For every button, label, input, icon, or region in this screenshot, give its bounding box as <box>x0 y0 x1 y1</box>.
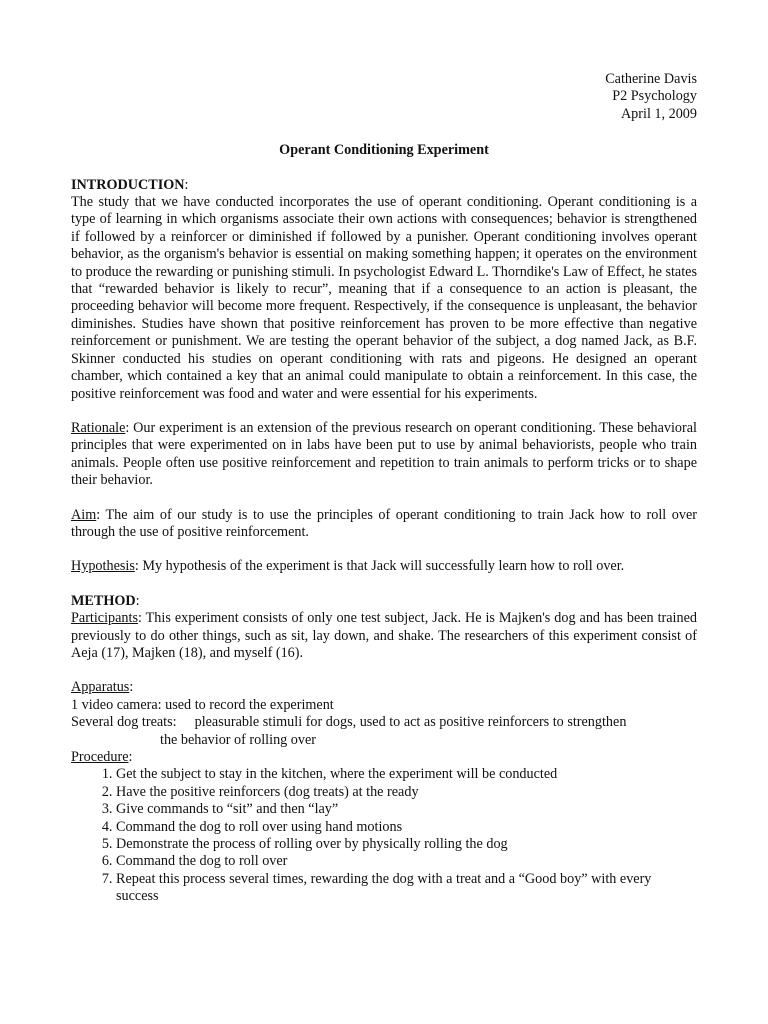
introduction-section: INTRODUCTION: The study that we have conducted incorporates the use of operant conditioning. Operant conditioning is a type of learning in which organisms associate their own actions with consequences; behavior is strengthened if followed by a reinforcer or diminished if followed by a punisher. Operant conditioning involves operant behavior, as the organism's behavior is essential on making something happen; it operates on the environment to produce the rewarding or punishing stimuli. In psychologist Edward L. Thorndike's Law of Effect, he states that “rewarded behavior is likely to recur”, meaning that if a consequence to an action is pleasant, the proceeding behavior will become more frequent. Respectively, if the consequence is unpleasant, the behavior diminishes. Studies have shown that positive reinforcement has proven to be more effective than negative reinforcement or punishment. We are testing the operant behavior of the subject, a dog named Jack, as B.F. Skinner conducted his studies on operant conditioning with rats and pigeons. He designed an operant chamber, which contained a key that an animal could manipulate to obtain a reinforcement. In this case, the positive reinforcement was food and water and were essential for his experiments. <box>71 176 697 402</box>
apparatus-item: Several dog treats: pleasurable stimuli for dogs, used to act as positive reinforcers to strengthen <box>71 714 627 731</box>
rationale-section <box>71 420 697 490</box>
procedure-step: 1. Get the subject to stay in the kitchen, where the experiment will be conducted <box>116 766 697 783</box>
apparatus-item: 1 video camera: used to record the experiment <box>71 696 334 713</box>
aim-text: : The aim of our study is to use the principles of operant conditioning to train Jack how to roll over through the use of positive reinforcement. <box>71 506 697 540</box>
aim-label: Aim <box>71 506 97 523</box>
rationale-text: : Our experiment is an extension of the previous research on operant conditioning. These behavioral principles that were experimented on in labs have been put to use by animal behaviorists, people who train animals. People often use positive reinforcement and repetition to train animals to perform tricks or to shape their behavior. <box>71 419 697 489</box>
participants-paragraph <box>71 610 697 662</box>
document-date: April 1, 2009 <box>620 105 697 122</box>
document-page <box>71 71 697 906</box>
rationale-label: Rationale <box>71 419 126 436</box>
procedure-label: Procedure <box>71 749 129 765</box>
document-title: Operant Conditioning Experiment <box>279 142 489 159</box>
participants-label: Participants <box>71 610 138 627</box>
class-name: P2 Psychology <box>612 88 697 105</box>
author-name: Catherine Davis <box>605 71 697 87</box>
introduction-text: The study that we have conducted incorporates the use of operant conditioning. Operant conditioning is a type of learning in which organisms associate their own actions with consequences; behavior is strengthened if followed by a reinforcer or diminished if followed by a punisher. Operant conditioning involves operant behavior, as the organism's behavior is essential on making something happen; it operates on the environment to produce the rewarding or punishing stimuli. In psychologist Edward L. Thorndike's Law of Effect, he states that “rewarded behavior is likely to recur”, meaning that if a consequence to an action is pleasant, the proceeding behavior will become more frequent. Respectively, if the consequence is unpleasant, the behavior diminishes. Studies have shown that positive reinforcement has proven to be more effective than negative reinforcement or punishment. We are testing the operant behavior of the subject, a dog named Jack, as B.F. Skinner conducted his studies on operant conditioning with rats and pigeons. He designed an operant chamber, which contained a key that an animal could manipulate to obtain a reinforcement. In this case, the positive reinforcement was food and water and were essential for his experiments. <box>71 194 697 402</box>
apparatus-label: Apparatus <box>71 679 130 696</box>
procedure-list <box>71 766 697 905</box>
procedure-step: 4. Command the dog to roll over using hand motions <box>116 819 697 836</box>
procedure-step: 6. Command the dog to roll over <box>116 853 697 870</box>
hypothesis-section <box>71 558 697 575</box>
procedure-step: 2. Have the positive reinforcers (dog treats) at the ready <box>116 784 697 801</box>
procedure-step: 7. Repeat this process several times, rewarding the dog with a treat and a “Good boy” with every success <box>116 871 697 906</box>
method-heading: METHOD <box>71 592 136 609</box>
participants-text: : This experiment consists of only one test subject, Jack. He is Majken's dog and has been trained previously to do other things, such as sit, lay down, and shake. The researchers of this experiment consist of Aeja (17), Majken (18), and myself (16). <box>71 610 697 661</box>
procedure-step: 5. Demonstrate the process of rolling over by physically rolling the dog <box>116 836 697 853</box>
method-section: METHOD: Participants: This experiment consists of only one test subject, Jack. He is Majken's dog and has been trained previously to do other things, such as sit, lay down, and shake. The researchers of this experiment consist of Aeja (17), Majken (18), and myself (16). Apparatus: 1 video camera: used to record the experiment Several dog treats: pleasurable stimuli for dogs, used to act as positive reinforcers to strengthen the behavior of rolling over Procedure: 1. Get the subject to stay in the kitchen, where the experiment will be conducted 2. Have the positive reinforcers (dog treats) at the ready 3. Give commands to “sit” and then “lay” 4. Command the dog to roll over using hand motions 5. Demonstrate the process of rolling over by physically rolling the dog 6. Command the dog to roll over 7. Repeat this process several times, rewarding the dog with a treat and a “Good boy” with every success <box>71 593 697 906</box>
hypothesis-label: Hypothesis <box>71 558 135 575</box>
hypothesis-text: : My hypothesis of the experiment is that Jack will successfully learn how to roll over. <box>134 558 625 575</box>
document-header <box>71 71 697 123</box>
introduction-heading: INTRODUCTION <box>71 176 185 193</box>
procedure-step: 3. Give commands to “sit” and then “lay” <box>116 801 697 818</box>
aim-section <box>71 507 697 542</box>
apparatus-item-continuation: the behavior of rolling over <box>160 731 317 748</box>
